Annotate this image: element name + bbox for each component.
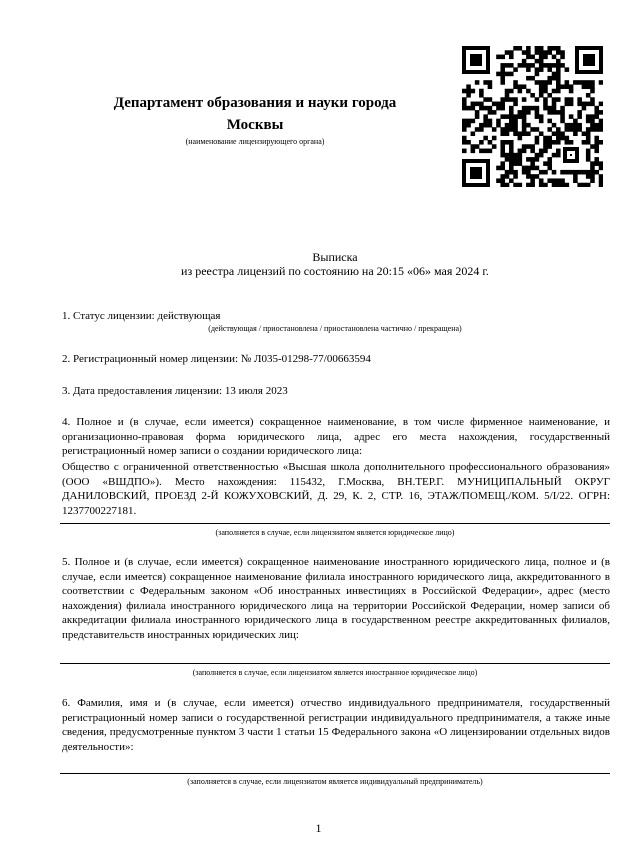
item-6-intro: 6. Фамилия, имя и (в случае, если имеется) отчество индивидуального предпринимателя, государственный регистрационный номер записи о государственной регистрации индивидуального предпринимателя, а также иные сведения, предусмотренные пунктом 3 части 1 статьи 15 Федерального закона «О лицензировании отдельных видов деятельности»: [62, 697, 610, 753]
organ-line-2: Москвы [226, 117, 284, 133]
page-number: 1 [315, 821, 322, 835]
registration-number: 2. Регистрационный номер лицензии: № Л035-01298-77/00663594 [62, 353, 371, 365]
item-4-value: Общество с ограниченной ответственностью «Высшая школа дополнительного профессионального образования» (ООО «ВШДПО»). Место нахождения: 115432, Г.Москва, ВН.ТЕР.Г. МУНИЦИПАЛЬНЫЙ ОКРУГ ДАНИЛОВСКИЙ, ПРОЕЗД 2-Й КОЖУХОВСКИЙ, Д. 29, К. 2, СТР. 16, ЭТАЖ/ПОМЕЩ./КОМ. 5/I/22. ОГРН: 1237700227181. [62, 461, 610, 517]
status-caption: (действующая / приостановлена / приостановлена частично / прекращена) [208, 324, 462, 333]
organ-line-1: Департамент образования и науки города [113, 95, 397, 111]
license-status: 1. Статус лицензии: действующая [62, 310, 221, 322]
item-6-caption: (заполняется в случае, если лицензиатом является индивидуальный предприниматель) [187, 777, 483, 786]
organ-caption: (наименование лицензирующего органа) [185, 137, 325, 146]
item-4-underline [60, 523, 610, 524]
qr-code-icon [462, 46, 603, 187]
item-5-intro: 5. Полное и (в случае, если имеется) сокращенное наименование иностранного юридического лица, полное и (в случае, если имеется) сокращенное наименование филиала иностранного юридического лица, аккредитованного в соответствии с Федеральным законом «Об иностранных инвестициях в Российской Федерации», адрес (место нахождения) филиала иностранного юридического лица на территории Российской Федерации, номер записи об аккредитации филиала иностранного юридического лица в государственном реестре аккредитованных филиалов, представительств иностранных юридических лиц: [62, 556, 610, 641]
item-5-caption: (заполняется в случае, если лицензиатом является иностранное юридическое лицо) [192, 668, 478, 677]
extract-subtitle: из реестра лицензий по состоянию на 20:15 «06» мая 2024 г. [181, 264, 489, 278]
item-4-caption: (заполняется в случае, если лицензиатом является юридическое лицо) [215, 528, 455, 537]
extract-title: Выписка [312, 250, 358, 264]
item-4-intro: 4. Полное и (в случае, если имеется) сокращенное наименование, в том числе фирменное наименование, и организационно-правовая форма юридического лица, адрес его места нахождения, государственный регистрационный номер записи о создании юридического лица: [62, 416, 610, 457]
item-6-underline [60, 773, 610, 774]
license-date: 3. Дата предоставления лицензии: 13 июля 2023 [62, 385, 288, 397]
licensing-organ-name [70, 92, 440, 136]
item-5-underline [60, 663, 610, 664]
